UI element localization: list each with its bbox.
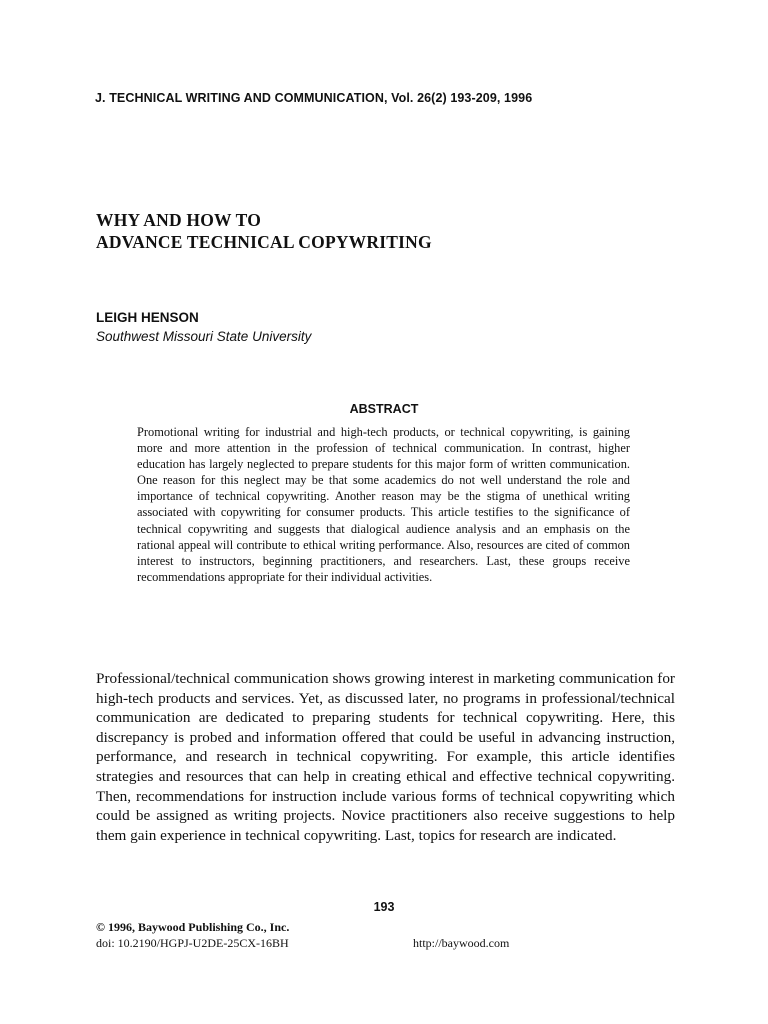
abstract-heading: ABSTRACT	[349, 402, 419, 416]
author-affiliation: Southwest Missouri State University	[96, 329, 312, 344]
copyright-notice: © 1996, Baywood Publishing Co., Inc.	[96, 920, 290, 934]
body-paragraph: Professional/technical communication shows growing interest in marketing communication for high-tech products and services. Yet, as discussed later, no programs in professional/technical communication are dedicated to preparing students for technical copywriting. Here, this discrepancy is probed and information offered that could be useful in advancing instruction, performance, and research in technical copywriting. For example, this article identifies strategies and resources that can help in creating ethical and effective technical copywriting. Then, recommendations for instruction include various forms of technical copywriting which could be assigned as writing projects. Novice practitioners also receive suggestions to help them gain experience in technical copywriting. Last, topics for research are indicated.	[96, 670, 675, 844]
author-name: LEIGH HENSON	[96, 310, 199, 325]
abstract-text: Promotional writing for industrial and high-tech products, or technical copywriting, is gaining more and more attention in the profession of technical communication. In contrast, higher education has largely neglected to prepare students for this major form of written communication. One reason for this neglect may be that some academics do not well understand the role and importance of technical copywriting. Another reason may be the stigma of unethical writing associated with copywriting for consumer products. This article testifies to the significance of technical copywriting and suggests that dialogical audience analysis and an emphasis on the rational appeal will contribute to ethical writing performance. Also, resources are cited of common interest to instructors, beginning practitioners, and researchers. Last, these groups receive recommendations appropriate for their individual activities.	[137, 425, 630, 584]
article-title-line-2: ADVANCE TECHNICAL COPYWRITING	[96, 232, 432, 252]
doi-line: doi: 10.2190/HGPJ-U2DE-25CX-16BH	[96, 936, 289, 950]
page-number: 193	[373, 900, 395, 914]
publisher-url: http://baywood.com	[413, 936, 510, 950]
article-title	[96, 209, 432, 253]
journal-citation-header: J. TECHNICAL WRITING AND COMMUNICATION, Vol. 26(2) 193-209, 1996	[95, 91, 533, 105]
article-title-line-1: WHY AND HOW TO	[96, 210, 262, 230]
